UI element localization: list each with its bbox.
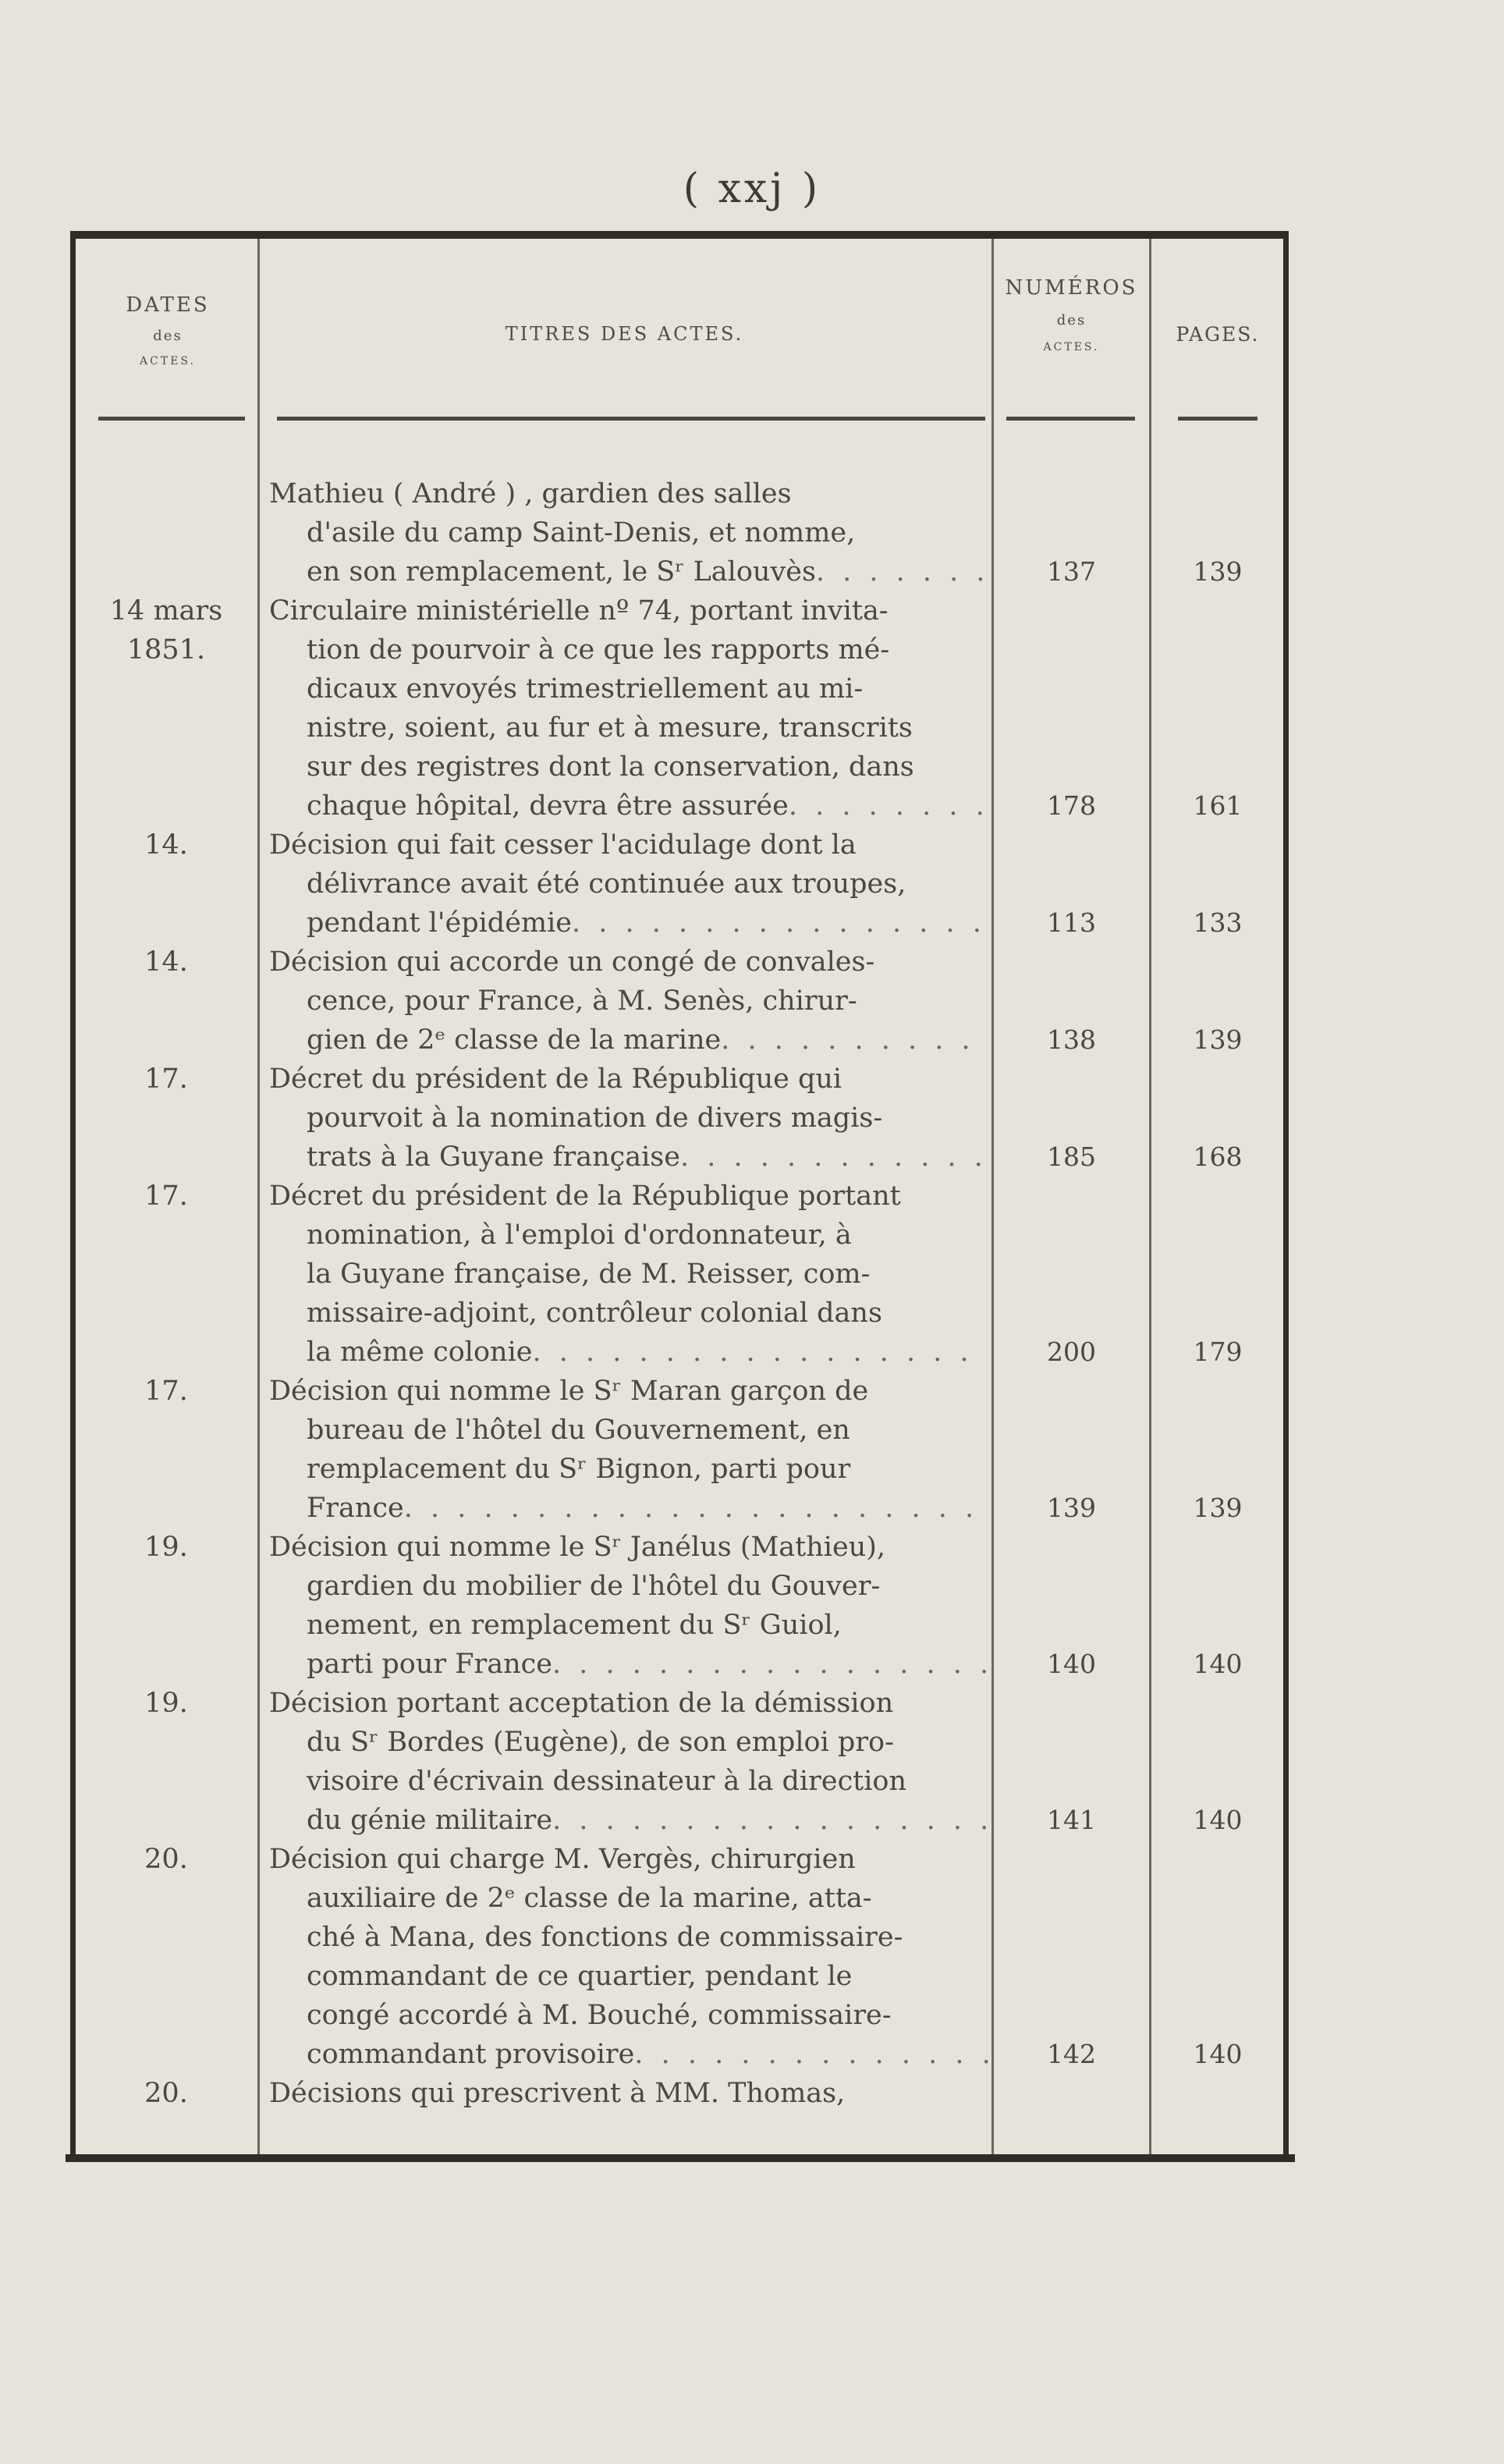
- entry-page: 139: [1193, 556, 1243, 587]
- entry-title-line: Décision qui charge M. Vergès, chirurgien: [269, 1844, 856, 1875]
- entry-title: [269, 591, 989, 825]
- entry-title-line: Circulaire ministérielle nº 74, portant invita-: [269, 595, 889, 627]
- entry-title: [269, 825, 989, 943]
- leader-dots: [552, 1801, 989, 1840]
- entry-title-line: dicaux envoyés trimestriellement au mi-: [307, 673, 864, 705]
- entry-numero: 200: [1047, 1337, 1096, 1367]
- leader-dots: [634, 2035, 989, 2074]
- entry-title-line: la Guyane française, de M. Reisser, com-: [307, 1259, 871, 1290]
- entry-title-line: France: [307, 1493, 404, 1524]
- leader-dots: [789, 786, 989, 825]
- entry-title-line: Décret du président de la République portant: [269, 1181, 901, 1212]
- entry-date: 20.: [144, 2078, 188, 2109]
- entry-title-line: nomination, à l'emploi d'ordonnateur, à: [307, 1220, 852, 1251]
- entry-title-line: en son remplacement, le Sʳ Lalouvès: [307, 556, 816, 588]
- entry-title-line: Décision qui accorde un congé de convales-: [269, 946, 875, 978]
- entry-title-line: commandant de ce quartier, pendant le: [307, 1961, 853, 1992]
- entries-list: [70, 474, 1289, 2113]
- header-numeros-line1: NUMÉROS: [1005, 276, 1138, 300]
- entry-date: 14.: [144, 829, 188, 861]
- entry-title-line: ché à Mana, des fonctions de commissaire-: [307, 1922, 903, 1953]
- header-numeros-line2: des: [1056, 312, 1087, 328]
- entry-date: 14.: [144, 946, 188, 978]
- entry-title-line: cence, pour France, à M. Senès, chirur-: [307, 985, 857, 1017]
- entry-title: [269, 1060, 989, 1177]
- entry-page: 140: [1193, 1649, 1243, 1679]
- entry-title-line: Décision qui fait cesser l'acidulage dont la: [269, 829, 857, 861]
- entry-title-line: commandant provisoire: [307, 2039, 635, 2070]
- entry-date: 20.: [144, 1844, 188, 1875]
- entry-title-line: Mathieu ( André ) , gardien des salles: [269, 478, 792, 509]
- entry-date: 17.: [144, 1063, 188, 1095]
- entry-page: 168: [1193, 1141, 1243, 1172]
- entry-title-line: Décision portant acceptation de la démission: [269, 1688, 894, 1719]
- entry-title-line: du génie militaire: [307, 1805, 553, 1836]
- entry-title-line: visoire d'écrivain dessinateur à la direction: [307, 1766, 907, 1797]
- entry-title-line: du Sʳ Bordes (Eugène), de son emploi pro-: [307, 1727, 894, 1758]
- entry-title-line: gien de 2ᵉ classe de la marine: [307, 1024, 722, 1056]
- entry-title-line: congé accordé à M. Bouché, commissaire-: [307, 2000, 892, 2031]
- entry-title-line: chaque hôpital, devra être assurée: [307, 790, 789, 822]
- entry-numero: 139: [1047, 1493, 1096, 1523]
- bottom-rule: [66, 2154, 1295, 2162]
- page-header: ( xxj ): [683, 165, 821, 212]
- entry-numero: 140: [1047, 1649, 1096, 1679]
- entry-title-line: Décret du président de la République qui: [269, 1063, 842, 1095]
- entry-title-line: sur des registres dont la conservation, dans: [307, 751, 914, 783]
- entry-title-line: tion de pourvoir à ce que les rapports mé-: [307, 634, 890, 666]
- table-row: [70, 1840, 1289, 2074]
- entry-date: 17.: [144, 1376, 188, 1407]
- header-numeros: [994, 276, 1149, 353]
- entry-numero: 138: [1047, 1024, 1096, 1055]
- entry-title: [269, 1684, 989, 1840]
- header-rule: [1178, 417, 1257, 421]
- entry-numero: 113: [1047, 907, 1096, 938]
- entry-numero: 137: [1047, 556, 1096, 587]
- header-titres: TITRES DES ACTES.: [505, 323, 744, 345]
- leader-dots: [572, 904, 989, 943]
- table-row: [70, 1684, 1289, 1840]
- entry-title: [269, 1528, 989, 1684]
- entry-title-line: Décision qui nomme le Sʳ Janélus (Mathieu),: [269, 1532, 886, 1563]
- top-rule: [70, 231, 1289, 239]
- entry-title: [269, 2074, 989, 2113]
- entry-title-line: nistre, soient, au fur et à mesure, transcrits: [307, 712, 913, 744]
- table-row: [70, 1372, 1289, 1528]
- entry-date: 19.: [144, 1688, 188, 1719]
- leader-dots: [816, 552, 989, 591]
- table-row: [70, 474, 1289, 591]
- table-row: [70, 943, 1289, 1060]
- entry-page: 140: [1193, 2039, 1243, 2069]
- entry-page: 140: [1193, 1805, 1243, 1835]
- entry-date: 17.: [144, 1181, 188, 1212]
- leader-dots: [552, 1645, 989, 1684]
- header-rule: [277, 417, 985, 421]
- entry-title-line: pourvoit à la nomination de divers magis-: [307, 1102, 883, 1134]
- entry-title: [269, 943, 989, 1060]
- table-row: [70, 591, 1289, 825]
- header-rule: [1006, 417, 1135, 421]
- entry-title-line: pendant l'épidémie: [307, 907, 573, 939]
- leader-dots: [680, 1138, 989, 1177]
- header-dates-line2: des: [153, 328, 183, 344]
- entry-date: 14 mars 1851.: [109, 595, 223, 666]
- entry-numero: 178: [1047, 790, 1096, 821]
- entry-title-line: Décision qui nomme le Sʳ Maran garçon de: [269, 1376, 869, 1407]
- table-row: [70, 1528, 1289, 1684]
- table-row: [70, 2074, 1289, 2113]
- header-dates-line1: DATES: [126, 293, 210, 317]
- header-rule: [98, 417, 245, 421]
- table-row: [70, 1060, 1289, 1177]
- entry-title-line: délivrance avait été continuée aux troupes,: [307, 868, 906, 900]
- entry-page: 133: [1193, 907, 1243, 938]
- entry-title: [269, 1372, 989, 1528]
- entry-title-line: trats à la Guyane française: [307, 1141, 680, 1173]
- entry-page: 179: [1193, 1337, 1243, 1367]
- leader-dots: [533, 1333, 989, 1372]
- entry-title-line: bureau de l'hôtel du Gouvernement, en: [307, 1415, 850, 1446]
- entry-title: [269, 474, 989, 591]
- entry-title-line: d'asile du camp Saint-Denis, et nomme,: [307, 517, 856, 549]
- header-dates: [94, 293, 242, 367]
- entry-title-line: missaire-adjoint, contrôleur colonial dans: [307, 1298, 882, 1329]
- entry-title-line: gardien du mobilier de l'hôtel du Gouver-: [307, 1571, 881, 1602]
- header-numeros-line3: ACTES.: [1043, 341, 1100, 353]
- header-pages: PAGES.: [1176, 323, 1260, 346]
- table-row: [70, 1177, 1289, 1372]
- entry-numero: 185: [1047, 1141, 1096, 1172]
- leader-dots: [404, 1489, 989, 1528]
- leader-dots: [721, 1021, 989, 1060]
- entry-title-line: auxiliaire de 2ᵉ classe de la marine, atta-: [307, 1883, 872, 1914]
- entry-title-line: remplacement du Sʳ Bignon, parti pour: [307, 1454, 851, 1485]
- entry-numero: 141: [1047, 1805, 1096, 1835]
- entry-title-line: parti pour France: [307, 1649, 552, 1680]
- entry-title-line: Décisions qui prescrivent à MM. Thomas,: [269, 2078, 846, 2109]
- entry-page: 139: [1193, 1493, 1243, 1523]
- entry-title-line: nement, en remplacement du Sʳ Guiol,: [307, 1610, 842, 1641]
- entry-numero: 142: [1047, 2039, 1096, 2069]
- table-frame: [70, 231, 1289, 2162]
- entry-page: 161: [1193, 790, 1243, 821]
- entry-title: [269, 1177, 989, 1372]
- entry-date: 19.: [144, 1532, 188, 1563]
- entry-page: 139: [1193, 1024, 1243, 1055]
- entry-title-line: la même colonie: [307, 1337, 533, 1368]
- header-dates-line3: ACTES.: [140, 355, 196, 367]
- table-row: [70, 825, 1289, 943]
- entry-title: [269, 1840, 989, 2074]
